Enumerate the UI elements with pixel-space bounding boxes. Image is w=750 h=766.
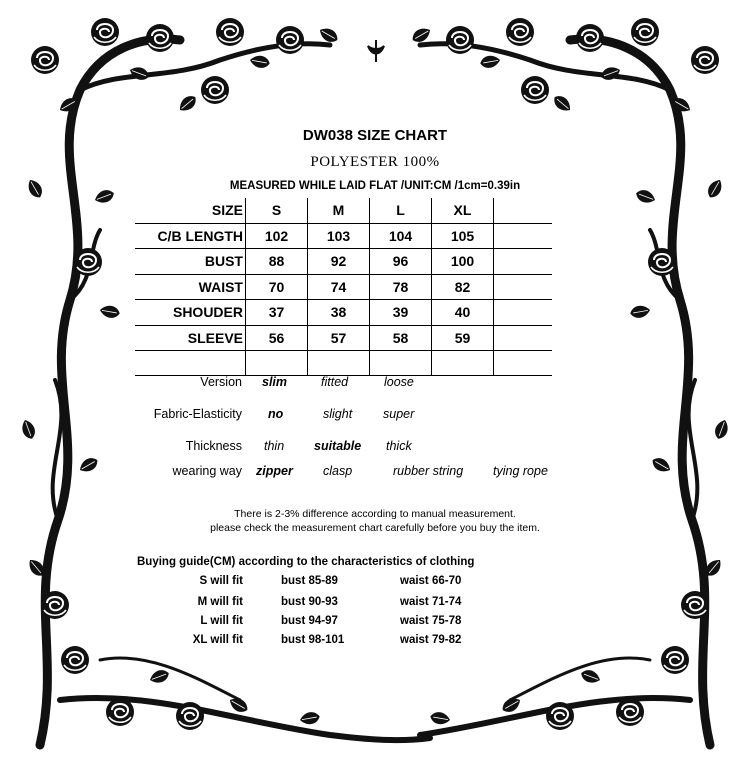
guide-fit: S will fit xyxy=(199,575,243,587)
table-cell: 82 xyxy=(432,274,494,300)
property-option: fitted xyxy=(321,375,349,389)
table-row xyxy=(135,223,552,249)
header-size: L xyxy=(370,198,432,223)
property-label: Fabric-Elasticity xyxy=(153,407,242,421)
measure-note: MEASURED WHILE LAID FLAT /UNIT:CM /1cm=0.39in xyxy=(229,180,521,192)
row-label: BUST xyxy=(135,249,246,275)
table-cell xyxy=(246,351,308,376)
note-line: There is 2-3% difference according to manual measurement. xyxy=(234,508,516,520)
table-cell: 37 xyxy=(246,300,308,326)
table-cell: 58 xyxy=(370,325,432,351)
size-table xyxy=(135,198,552,376)
size-table-header xyxy=(135,198,552,223)
table-cell: 40 xyxy=(432,300,494,326)
table-cell: 104 xyxy=(370,223,432,249)
guide-bust: bust 90-93 xyxy=(281,596,338,608)
guide-fit: M will fit xyxy=(197,596,243,608)
property-option: slim xyxy=(262,375,288,389)
header-label: SIZE xyxy=(135,198,246,223)
property-label: Version xyxy=(200,375,242,389)
header-size: S xyxy=(246,198,308,223)
table-row xyxy=(135,249,552,275)
table-cell xyxy=(494,249,553,275)
table-cell xyxy=(432,351,494,376)
header-size: M xyxy=(308,198,370,223)
guide-bust: bust 94-97 xyxy=(281,615,338,627)
property-option: loose xyxy=(384,375,414,389)
row-label: SLEEVE xyxy=(135,325,246,351)
property-option: zipper xyxy=(256,464,293,478)
row-label xyxy=(135,351,246,376)
guide-heading: Buying guide(CM) according to the characteristics of clothing xyxy=(137,556,475,568)
table-cell xyxy=(370,351,432,376)
property-option: rubber string xyxy=(393,464,464,478)
material-label: POLYESTER 100% xyxy=(310,154,440,170)
table-cell: 70 xyxy=(246,274,308,300)
table-cell: 96 xyxy=(370,249,432,275)
guide-waist: waist 71-74 xyxy=(400,596,462,608)
table-cell: 57 xyxy=(308,325,370,351)
table-cell: 92 xyxy=(308,249,370,275)
table-cell: 103 xyxy=(308,223,370,249)
property-option: super xyxy=(383,407,415,421)
table-cell: 39 xyxy=(370,300,432,326)
property-label: wearing way xyxy=(172,464,242,478)
table-row xyxy=(135,300,552,326)
row-label: WAIST xyxy=(135,274,246,300)
property-option: thin xyxy=(264,439,285,453)
guide-waist: waist 79-82 xyxy=(400,634,462,646)
guide-waist: waist 75-78 xyxy=(400,615,462,627)
chart-title: DW038 SIZE CHART xyxy=(302,127,448,144)
guide-fit: L will fit xyxy=(200,615,243,627)
guide-fit: XL will fit xyxy=(192,634,243,646)
table-row xyxy=(135,274,552,300)
table-row xyxy=(135,351,552,376)
table-cell: 38 xyxy=(308,300,370,326)
table-cell: 100 xyxy=(432,249,494,275)
property-option: slight xyxy=(323,407,353,421)
guide-waist: waist 66-70 xyxy=(400,575,462,587)
header-size xyxy=(494,198,553,223)
note-line: please check the measurement chart carefully before you buy the item. xyxy=(210,522,540,534)
table-cell: 56 xyxy=(246,325,308,351)
table-cell xyxy=(494,325,553,351)
table-cell: 105 xyxy=(432,223,494,249)
table-cell: 59 xyxy=(432,325,494,351)
property-option: tying rope xyxy=(493,464,548,478)
property-option: clasp xyxy=(323,464,353,478)
guide-bust: bust 85-89 xyxy=(281,575,338,587)
table-cell xyxy=(494,223,553,249)
table-cell xyxy=(494,274,553,300)
table-cell xyxy=(494,300,553,326)
row-label: C/B LENGTH xyxy=(135,223,246,249)
header-size: XL xyxy=(432,198,494,223)
table-cell: 78 xyxy=(370,274,432,300)
property-option: thick xyxy=(386,439,412,453)
row-label: SHOUDER xyxy=(135,300,246,326)
guide-bust: bust 98-101 xyxy=(281,634,345,646)
table-cell: 102 xyxy=(246,223,308,249)
property-option: suitable xyxy=(314,439,362,453)
property-label: Thickness xyxy=(185,439,242,453)
table-cell xyxy=(308,351,370,376)
property-option: no xyxy=(268,407,284,421)
table-cell: 74 xyxy=(308,274,370,300)
table-cell: 88 xyxy=(246,249,308,275)
table-row xyxy=(135,325,552,351)
table-cell xyxy=(494,351,553,376)
